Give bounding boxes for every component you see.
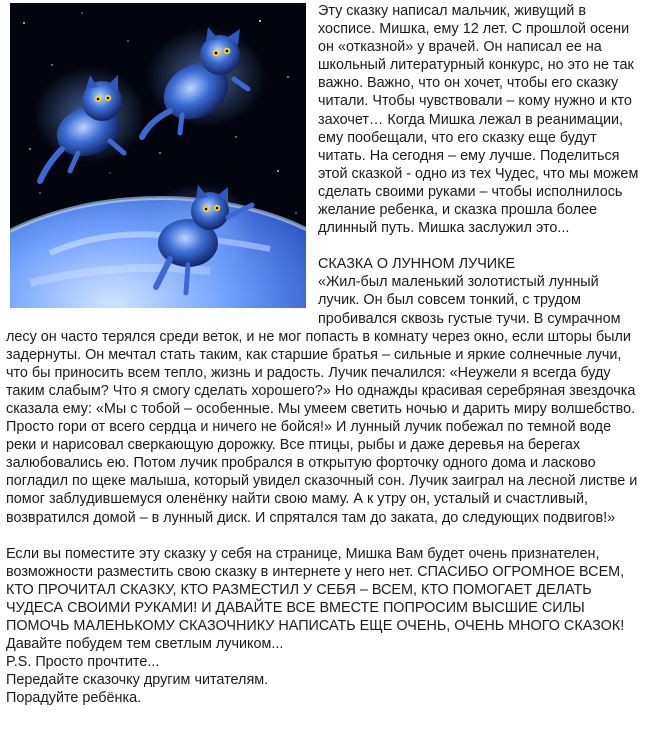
appeal-paragraph: Если вы поместите эту сказку у себя на странице, Мишка Вам будет очень признателен, возможности разместить свою сказку в интернете у него нет. СПАСИБО ОГРОМНОЕ ВСЕМ, КТО ПРОЧИТАЛ СКАЗКУ, КТО РАЗМЕСТИЛ У СЕБЯ – ВСЕМ, КТО ПОМОГАЕТ ДЕЛАТЬ ЧУДЕСА СВОИМИ РУКАМИ! И ДАВАЙТЕ ВСЕ ВМЕСТЕ ПОПРОСИМ ВЫСШИЕ СИЛЫ ПОМОЧЬ МАЛЕНЬКОМУ СКАЗОЧНИКУ НАПИСАТЬ ЕЩЕ ОЧЕНЬ, ОЧЕНЬ МНОГО СКАЗОК! Давайте побудем тем светлым лучиком... <box>6 545 625 653</box>
story-text: «Жил-был маленький золотистый лунный лучик. Он был совсем тонкий, с трудом пробивался сквозь густые тучи. В сумрачном лесу он часто терялся среди веток, и не мог попасть в комнату через окно, если шторы были задернуты. Он мечтал стать таким, как старшие братья – сильные и яркие солнечные лучи, что бы приносить всем тепло, жизнь и радость. Лучик печалился: «Неужели я всегда буду таким слабым? Что я смогу сделать хорошего?» Но однажды красивая серебряная звездочка сказала ему: «Мы с тобой – особенные. Мы умеем светить ночью и дарить миру волшебство. Просто гори от всего сердца и ничего не бойся!» И лунный лучик побежал по темной воде реки и нарисовал сверкающую дорожку. Все птицы, рыбы и даже деревья на берегах залюбовались ею. Потом лучик пробрался в открытую форточку одного дома и ласково погладил по щеке малыша, который увидел сказочный сон. Лучик заиграл на лесной листве и помог заблудившемуся оленёнку найти свою маму. А к утру он, усталый и счастливый, возвратился домой – в лунный диск. И спрятался там до заката, до следующих подвигов!» <box>6 274 638 526</box>
ps-line: P.S. Просто прочтите... <box>6 654 160 671</box>
space-cats-picture <box>10 3 306 308</box>
paragraph-gap <box>6 527 642 545</box>
space-cats-illustration <box>10 3 306 308</box>
ps-line: Передайте сказочку другим читателям. <box>6 672 269 689</box>
story-title: СКАЗКА О ЛУННОМ ЛУЧИКЕ <box>318 256 516 273</box>
intro-paragraph: Эту сказку написал мальчик, живущий в хосписе. Мишка, ему 12 лет. С прошлой осени он «отказной» у врачей. Он написал ее на школьный литературный конкурс, но это не так важно. Важно, что он хочет, чтобы его сказку читали. Чтобы чувствовали – кому нужно и кто захочет… Когда Мишка лежал в реанимации, ему пообещали, что его сказку еще будут читать. На сегодня – ему лучше. Поделиться этой сказкой - одно из тех Чудес, что мы можем сделать своими руками – чтобы исполнилось желание ребенка, и сказка прошла более длинный путь. Мишка заслужил это... <box>318 3 639 237</box>
ps-line: Порадуйте ребёнка. <box>6 690 142 707</box>
